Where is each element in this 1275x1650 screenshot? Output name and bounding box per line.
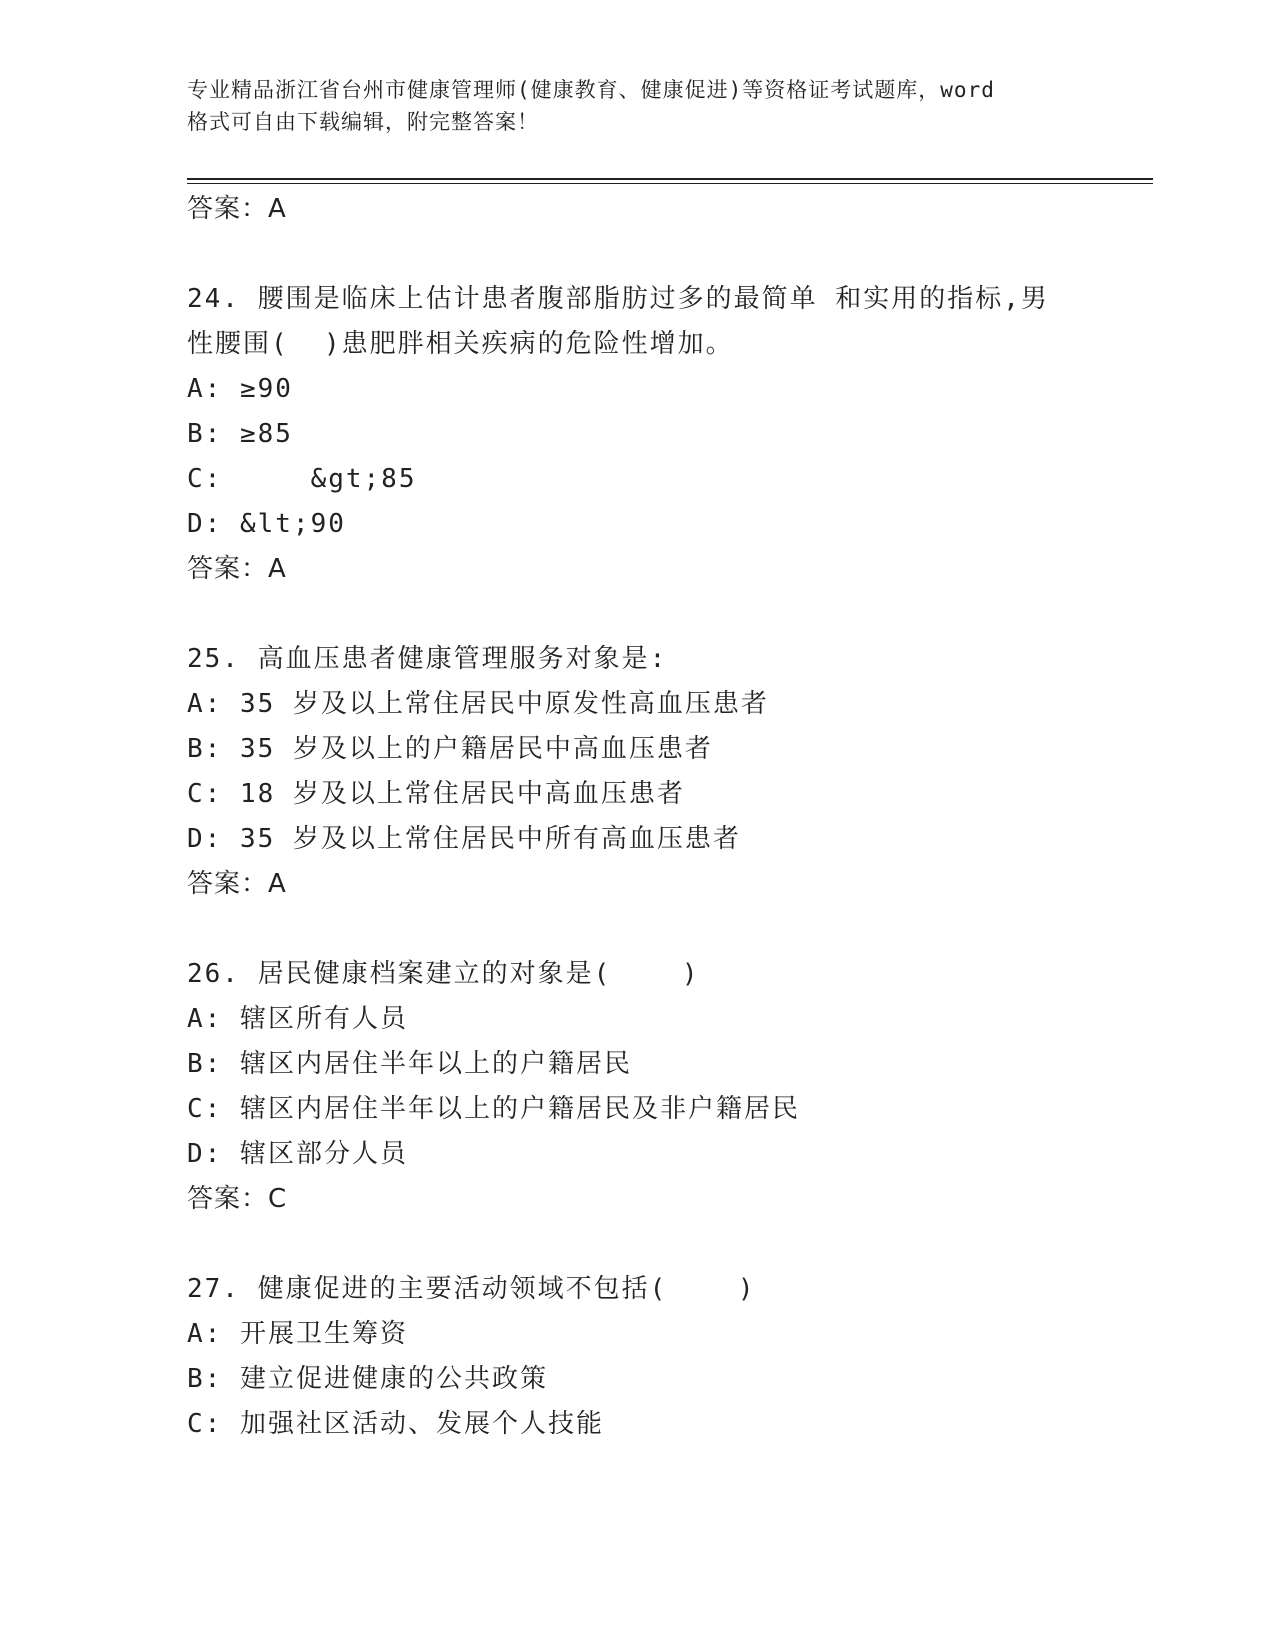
option-b: B: 35 岁及以上的户籍居民中高血压患者 bbox=[187, 734, 713, 764]
question-stem: 27. 健康促进的主要活动领域不包括( ) bbox=[187, 1274, 756, 1304]
answer: 答案：A bbox=[187, 554, 287, 584]
option-d: D: &lt;90 bbox=[187, 509, 346, 539]
option-b: B: 辖区内居住半年以上的户籍居民 bbox=[187, 1049, 632, 1079]
option-d: D: 辖区部分人员 bbox=[187, 1139, 408, 1169]
option-c: C: 18 岁及以上常住居民中高血压患者 bbox=[187, 779, 685, 809]
option-a: A: 开展卫生筹资 bbox=[187, 1319, 408, 1349]
option-b: B: ≥85 bbox=[187, 419, 293, 449]
previous-answer: 答案：A bbox=[187, 194, 287, 224]
option-a: A: ≥90 bbox=[187, 374, 293, 404]
question-stem: 性腰围( )患肥胖相关疾病的危险性增加。 bbox=[187, 329, 734, 359]
header-line-1: 专业精品浙江省台州市健康管理师(健康教育、健康促进)等资格证考试题库，word bbox=[187, 78, 995, 102]
option-c: C: 辖区内居住半年以上的户籍居民及非户籍居民 bbox=[187, 1094, 800, 1124]
option-c: C: &gt;85 bbox=[187, 464, 417, 494]
header-divider-thick bbox=[187, 178, 1153, 180]
header-divider-thin bbox=[187, 183, 1153, 184]
header-text bbox=[187, 74, 1087, 138]
option-b: B: 建立促进健康的公共政策 bbox=[187, 1364, 548, 1394]
answer: 答案：A bbox=[187, 869, 287, 899]
option-a: A: 35 岁及以上常住居民中原发性高血压患者 bbox=[187, 689, 769, 719]
option-c: C: 加强社区活动、发展个人技能 bbox=[187, 1409, 604, 1439]
option-d: D: 35 岁及以上常住居民中所有高血压患者 bbox=[187, 824, 741, 854]
question-stem: 25. 高血压患者健康管理服务对象是: bbox=[187, 644, 668, 674]
option-a: A: 辖区所有人员 bbox=[187, 1004, 408, 1034]
question-stem: 26. 居民健康档案建立的对象是( ) bbox=[187, 959, 700, 989]
question-stem: 24. 腰围是临床上估计患者腹部脂肪过多的最简单 和实用的指标,男 bbox=[187, 284, 1049, 314]
header-line-2: 格式可自由下载编辑，附完整答案！ bbox=[187, 110, 539, 134]
answer: 答案：C bbox=[187, 1184, 288, 1214]
